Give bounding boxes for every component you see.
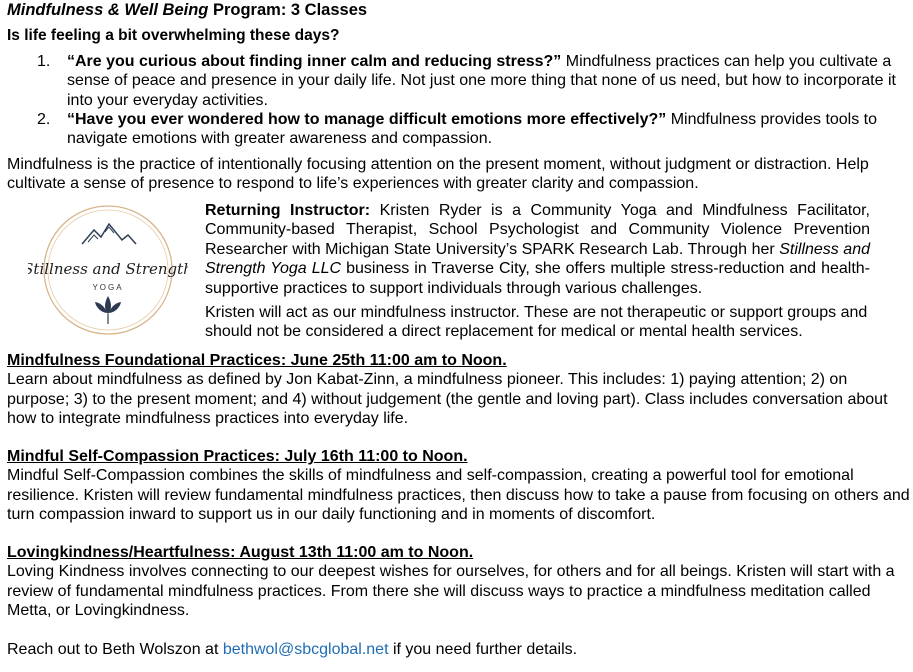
question-body: Mindfulness practices can help you cultivate a sense of peace and presence in your daily life. Not just one more thing that none of us need, but how to incorporate it into your everyday activities. xyxy=(67,53,896,109)
session-block xyxy=(7,543,910,621)
session-block xyxy=(7,351,910,429)
session-heading: Lovingkindness/Heartfulness: August 13th 11:00 am to Noon. xyxy=(7,544,474,561)
question-text xyxy=(67,52,907,110)
contact-line xyxy=(7,640,577,659)
question-text xyxy=(67,110,907,149)
question-number: 1. xyxy=(37,53,51,70)
stillness-strength-logo xyxy=(28,202,188,342)
question-number: 2. xyxy=(37,111,51,128)
question-bold: “Have you ever wondered how to manage difficult emotions more effectively?” xyxy=(67,111,667,128)
logo-text: Stillness and Strength xyxy=(28,260,188,278)
intro-paragraph: Mindfulness is the practice of intentionally focusing attention on the present moment, without judgment or distraction. Help cultivate a sense of presence to respond to life’s experiences with greater clarity and compassion. xyxy=(7,156,869,193)
session-description: Learn about mindfulness as defined by Jon Kabat-Zinn, a mindfulness pioneer. This includes: 1) paying attention; 2) on purpose; 3) to the present moment; and 4) without judgement (the gentle and loving part). Class includes conversation about how to integrate mindfulness practices into everyday life. xyxy=(7,371,888,428)
contact-text-before: Reach out to Beth Wolszon at xyxy=(7,641,223,658)
question-body: Mindfulness provides tools to navigate emotions with greater awareness and compassion. xyxy=(67,111,878,148)
session-heading: Mindfulness Foundational Practices: June 25th 11:00 am to Noon. xyxy=(7,352,507,369)
mountain-detail-icon xyxy=(88,227,114,242)
instructor-text-1: Kristen Ryder is a Community Yoga and Mindfulness Facilitator, Community-based Therapist, School Psychologist and Community Violence Prevention Researcher with Michigan State University’s SPARK Research Lab. Through her xyxy=(205,202,871,258)
session-block xyxy=(7,447,910,525)
contact-text-after: if you need further details. xyxy=(388,641,578,658)
logo-graphic xyxy=(28,202,188,342)
instructor-label: Returning Instructor: xyxy=(205,202,371,219)
instructor-disclaimer: Kristen will act as our mindfulness instructor. These are not therapeutic or support groups and should not be considered a direct replacement for medical or mental health services. xyxy=(205,304,868,341)
question-bold: “Are you curious about finding inner calm and reducing stress?” xyxy=(67,53,562,70)
session-heading: Mindful Self-Compassion Practices: July 16th 11:00 to Noon. xyxy=(7,448,468,465)
instructor-text-2: business in Traverse City, she offers multiple stress-reduction and health-supportive practices to support individuals through various challenges. xyxy=(205,260,871,297)
contact-email-link[interactable]: bethwol@sbcglobal.net xyxy=(222,641,389,658)
page-subtitle: Is life feeling a bit overwhelming these days? xyxy=(7,27,340,44)
page-title xyxy=(7,0,367,20)
title-rest: Program: 3 Classes xyxy=(208,1,368,19)
lotus-icon xyxy=(95,296,121,324)
business-name: Stillness and Strength Yoga LLC xyxy=(205,240,870,278)
instructor-bio xyxy=(205,201,870,298)
logo-subtext: YOGA xyxy=(92,283,124,292)
session-description: Mindful Self-Compassion combines the skills of mindfulness and self-compassion, creating a powerful tool for emotional resilience. Kristen will review fundamental mindfulness practices, then discuss how to take a pause from focusing on others and turn compassion inward to support us in our daily functioning and in moments of discomfort. xyxy=(7,467,910,524)
session-description: Loving Kindness involves connecting to our deepest wishes for ourselves, for others and for all beings. Kristen will start with a review of fundamental mindfulness practices. From there she will discuss ways to practice a mindfulness meditation called Metta, or Lovingkindness. xyxy=(7,563,895,620)
title-italic: Mindfulness & Well Being xyxy=(7,1,209,19)
